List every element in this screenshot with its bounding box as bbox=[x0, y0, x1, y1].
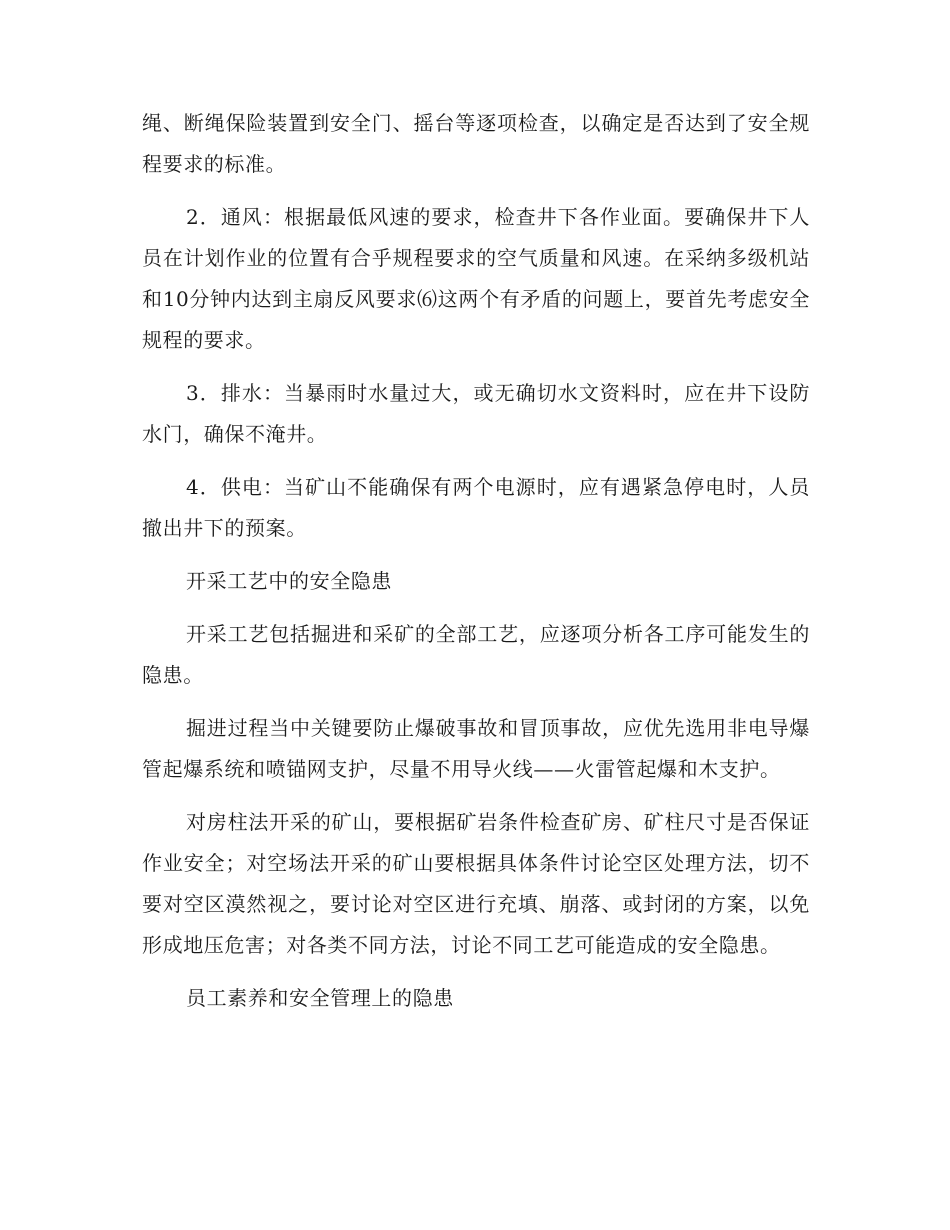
paragraph-drainage: 3．排水：当暴雨时水量过大，或无确切水文资料时，应在井下设防水门，确保不淹井。 bbox=[142, 381, 810, 446]
document-body bbox=[142, 103, 810, 1031]
paragraph-mining-process-intro: 开采工艺包括掘进和采矿的全部工艺，应逐项分析各工序可能发生的隐患。 bbox=[142, 622, 810, 687]
section-heading-staff-management: 员工素养和安全管理上的隐患 bbox=[186, 986, 454, 1010]
paragraph-power-supply: 4．供电：当矿山不能确保有两个电源时，应有遇紧急停电时，人员撤出井下的预案。 bbox=[142, 475, 810, 540]
section-heading-mining-process: 开采工艺中的安全隐患 bbox=[186, 569, 392, 593]
paragraph-ventilation: 2．通风：根据最低风速的要求，检查井下各作业面。要确保井下人员在计划作业的位置有合乎规程要求的空气质量和风速。在采纳多级机站和10分钟内达到主扇反风要求⑹这两个有矛盾的问题上，要首先考虑安全规程的要求。 bbox=[142, 205, 810, 352]
paragraph-mining-methods: 对房柱法开采的矿山，要根据矿岩条件检查矿房、矿柱尺寸是否保证作业安全；对空场法开采的矿山要根据具体条件讨论空区处理方法，切不要对空区漠然视之，要讨论对空区进行充填、崩落、或封闭的方案，以免形成地压危害；对各类不同方法，讨论不同工艺可能造成的安全隐患。 bbox=[142, 810, 810, 957]
paragraph-excavation: 掘进过程当中关键要防止爆破事故和冒顶事故，应优先选用非电导爆管起爆系统和喷锚网支护，尽量不用导火线——火雷管起爆和木支护。 bbox=[142, 716, 810, 781]
paragraph-hoist-inspection: 绳、断绳保险装置到安全门、摇台等逐项检查，以确定是否达到了安全规程要求的标准。 bbox=[142, 111, 810, 176]
